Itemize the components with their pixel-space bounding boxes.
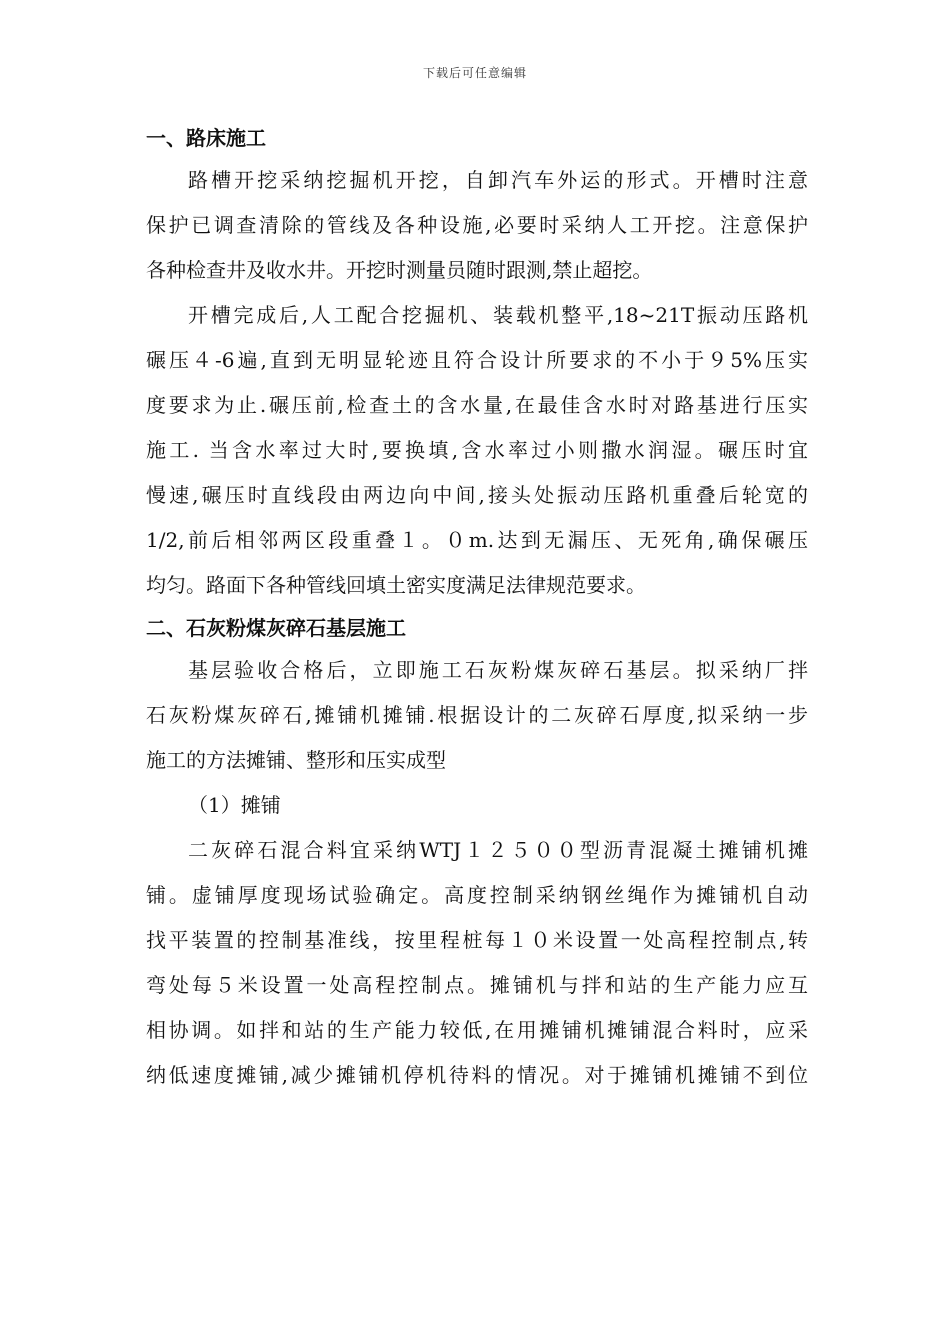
paragraph-paving — [146, 828, 808, 1098]
paragraph-line: 铺。虚铺厚度现场试验确定。高度控制采纳钢丝绳作为摊铺机自动 — [146, 883, 808, 907]
paragraph-line: 弯处每５米设置一处高程控制点。摊铺机与拌和站的生产能力应互 — [146, 973, 808, 997]
paragraph-line: 慢速,碾压时直线段由两边向中间,接头处振动压路机重叠后轮宽的 — [146, 483, 808, 507]
paragraph-compaction — [146, 293, 808, 608]
paragraph-line: 1/2,前后相邻两区段重叠１。０m.达到无漏压、无死角,确保碾压 — [146, 528, 808, 552]
paragraph-line: 二灰碎石混合料宜采纳WTJ１２５００型沥青混凝土摊铺机摊 — [188, 838, 808, 862]
paragraph-line: 石灰粉煤灰碎石,摊铺机摊铺.根据设计的二灰碎石厚度,拟采纳一步 — [146, 703, 808, 727]
paragraph-line: 度要求为止.碾压前,检查土的含水量,在最佳含水时对路基进行压实 — [146, 393, 808, 417]
paragraph-line: 均匀。路面下各种管线回填土密实度满足法律规范要求。 — [146, 573, 646, 597]
paragraph-line: 相协调。如拌和站的生产能力较低,在用摊铺机摊铺混合料时，应采 — [146, 1018, 808, 1042]
paragraph-line: 碾压４-6遍,直到无明显轮迹且符合设计所要求的不小于９5%压实 — [146, 348, 808, 372]
header-note: 下载后可任意编辑 — [422, 66, 527, 80]
subheading-paving: （1）摊铺 — [188, 793, 281, 817]
paragraph-base-layer-intro — [146, 648, 808, 783]
document-body — [146, 118, 808, 1098]
paragraph-line: 保护已调查清除的管线及各种设施,必要时采纳人工开挖。注意保护 — [146, 213, 808, 237]
section-heading-roadbed: 一、路床施工 — [146, 126, 266, 150]
paragraph-line: 开槽完成后,人工配合挖掘机、装载机整平,18~21T振动压路机 — [188, 303, 808, 327]
paragraph-line: 纳低速度摊铺,减少摊铺机停机待料的情况。对于摊铺机摊铺不到位 — [146, 1063, 808, 1087]
paragraph-line: 施工的方法摊铺、整形和压实成型 — [146, 748, 446, 772]
paragraph-line: 各种检查井及收水井。开挖时测量员随时跟测,禁止超挖。 — [146, 258, 653, 282]
paragraph-line: 基层验收合格后，立即施工石灰粉煤灰碎石基层。拟采纳厂拌 — [188, 658, 808, 682]
section-heading-base-layer: 二、石灰粉煤灰碎石基层施工 — [146, 616, 406, 640]
paragraph-trench-excavation — [146, 158, 808, 293]
paragraph-line: 路槽开挖采纳挖掘机开挖，自卸汽车外运的形式。开槽时注意 — [188, 168, 808, 192]
paragraph-line: 施工. 当含水率过大时,要换填,含水率过小则撒水润湿。碾压时宜 — [146, 438, 808, 462]
paragraph-line: 找平装置的控制基准线，按里程桩每１０米设置一处高程控制点,转 — [146, 928, 808, 952]
